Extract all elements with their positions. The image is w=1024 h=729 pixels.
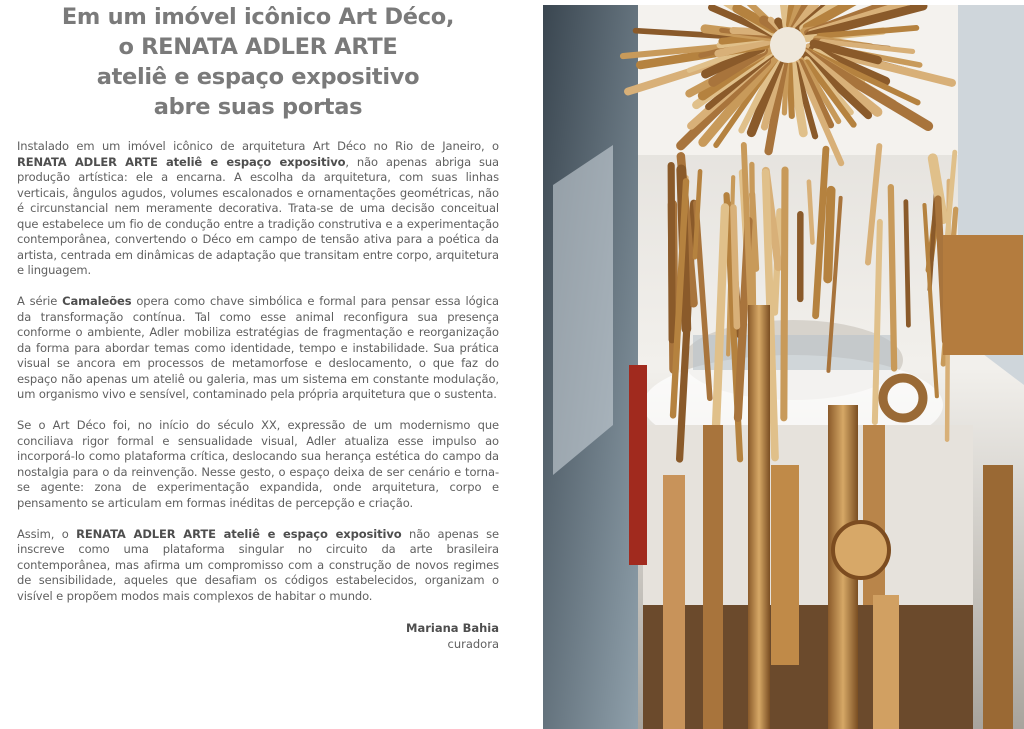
- title-line-1: Em um imóvel icônico Art Déco,: [61, 4, 455, 30]
- paragraph-1-text-b: , não apenas abriga sua produção artística: ele a encarna. A escolha da arquitetura, com suas linhas verticais, ângulos agudos, volumes escalonados e ornamentações geométricas, não é circunstancial nem meramente decorativa. Trata-se de uma decisão conceitual que estabelece um fio de condução entre a tradição construtiva e a experimentação contemporânea, convertendo o Déco em campo de tensão ativa para a poética da artista, centrada em dinâmicas de adaptação que transitam entre corpo, arquitetura e linguagem.: [17, 154, 500, 277]
- hanging-rod: [671, 166, 672, 340]
- paragraph-4-text-a: Assim, o: [17, 526, 77, 541]
- hanging-rod: [891, 187, 894, 368]
- title-line-2: o RENATA ADLER ARTE: [118, 34, 398, 60]
- page-title: [17, 0, 499, 122]
- article: [17, 0, 499, 652]
- paragraph-1: [17, 139, 499, 279]
- paragraph-2-text-a: A série: [17, 294, 63, 308]
- paragraph-3: Se o Art Déco foi, no início do século XX, expressão de um modernismo que conciliava rigor formal e sensualidade visual, Adler atualiza esse impulso ao incorporá-lo como plataforma crítica, deslocando sua herança estética do campo da nostalgia para o da reinvenção. Nesse gesto, o espaço deixa de ser cenário e torna-se agente: zona de experimentação expandida, onde arquitetura, corpo e pensamento se articulam em formas inéditas de percepção e criação.: [17, 418, 499, 510]
- title-line-3: ateliê e espaço expositivo: [96, 64, 420, 90]
- paragraph-2-text-b: opera como chave simbólica e formal para pensar essa lógica da transformação contínua. Tal como esse animal reconfigura sua presença conforme o ambiente, Adler mobiliza estratégias de fragmentação e reorganização da forma para abordar temas como identidade, tempo e instabilidade. Sua prática visual se ancora em processos de metamorfose e deslocamento, o que faz do espaço não apenas um ateliê ou galeria, mas um sistema em constante modulação, um organismo vivo e sensível, contaminado pela própria arquitetura que o sustenta.: [17, 294, 499, 401]
- paragraph-1-bold: RENATA ADLER ARTE ateliê e espaço expositivo: [17, 154, 346, 169]
- installation-photo: [543, 5, 1024, 729]
- paragraph-4-text-b: não apenas se inscreve como uma plataforma singular no circuito da arte brasileira contemporânea, mas afirma um compromisso com a construção de novos regimes de sensibilidade, aqueles que desafiam os códigos estabelecidos, organizam o visível e propõem modos mais complexos de habitar o mundo.: [17, 526, 499, 603]
- paragraph-2-bold: Camaleões: [62, 294, 132, 308]
- hanging-rod: [828, 190, 831, 278]
- signature: [17, 620, 499, 652]
- title-line-4: abre suas portas: [153, 94, 363, 120]
- wooden-rod: [789, 63, 791, 116]
- installation-photo-illustration: [543, 5, 1024, 729]
- paragraph-1-text-a: Instalado em um imóvel icônico de arquitetura Art Déco no Rio de Janeiro, o: [17, 139, 499, 153]
- paragraph-4: [17, 527, 499, 605]
- article-body: [17, 139, 499, 604]
- paragraph-2: [17, 294, 499, 403]
- hanging-rod: [733, 208, 736, 327]
- paragraph-4-bold: RENATA ADLER ARTE ateliê e espaço expositivo: [76, 526, 402, 541]
- hanging-rod: [906, 202, 909, 326]
- hanging-rod: [784, 170, 785, 418]
- hanging-rod: [752, 194, 756, 268]
- author-role: curadora: [447, 636, 499, 651]
- author-name: Mariana Bahia: [406, 620, 499, 635]
